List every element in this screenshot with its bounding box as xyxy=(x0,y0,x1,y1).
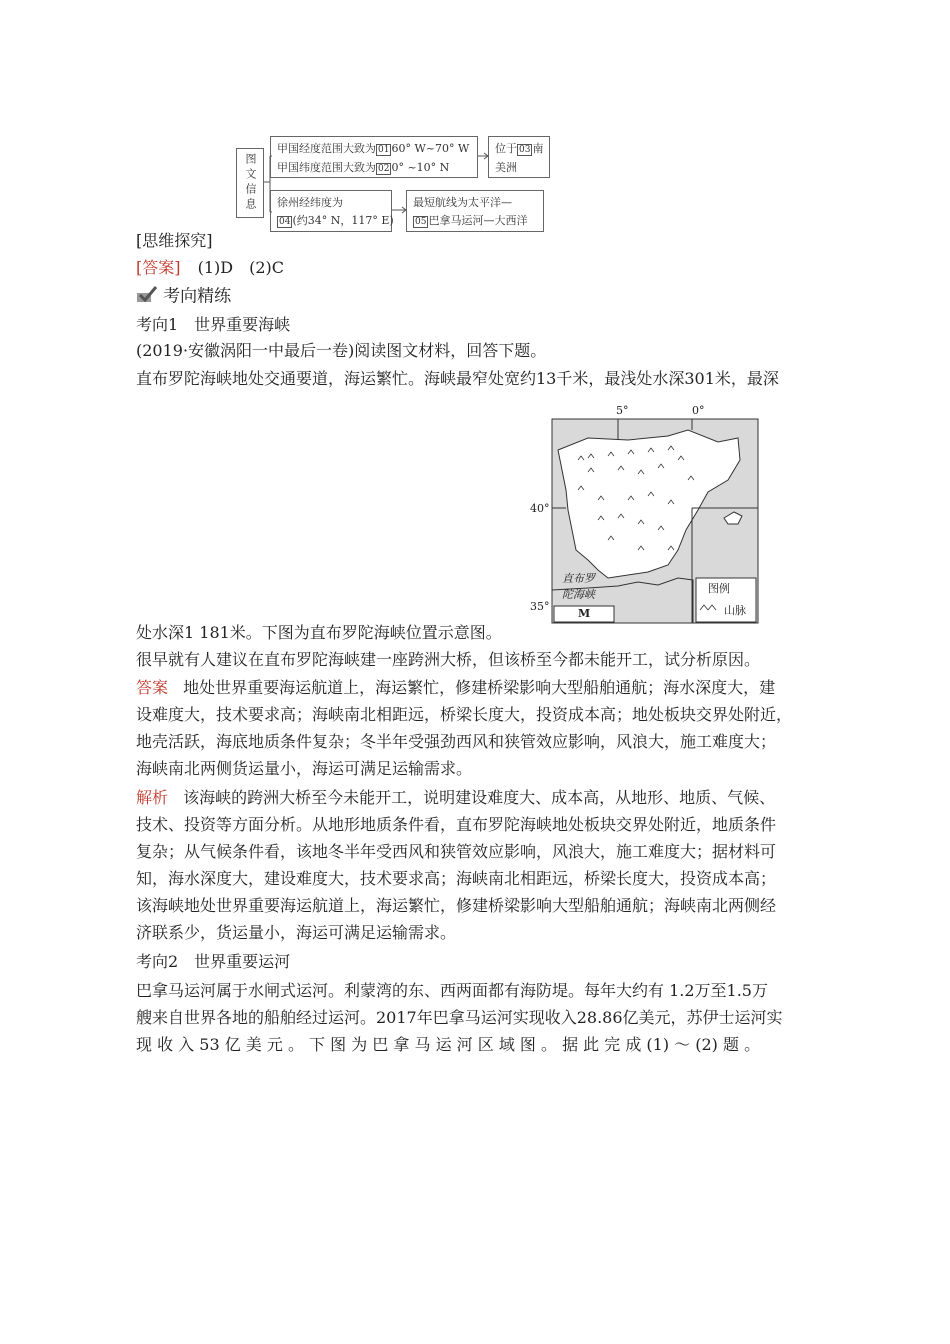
check-icon xyxy=(136,285,158,309)
map-lat-40: 40° xyxy=(530,502,550,515)
strait-label-2: 陀海峡 xyxy=(562,588,595,601)
answer2-line-3: 海峡南北两侧货运量小，海运可满足运输需求。 xyxy=(136,759,473,778)
topic-1: 考向1 世界重要海峡 xyxy=(136,315,291,334)
diagram-side-label: 图文信息 xyxy=(236,148,264,218)
diagram-box-coordinates: 甲国经度范围大致为 01 60° W~70° W 甲国纬度范围大致为 02 0° ~10° N xyxy=(270,136,478,178)
map-lon-5: 5° xyxy=(616,404,629,417)
answer2-line-1: 设难度大，技术要求高；海峡南北相距远，桥梁长度大，投资成本高；地处板块交界处附近， xyxy=(136,705,793,724)
answer2-line-0: 答案 地处世界重要海运航道上，海运繁忙，修建桥梁影响大型船舶通航；海水深度大，建 xyxy=(136,678,776,697)
gibraltar-map xyxy=(528,400,768,630)
q2-line-1: 艘来自世界各地的船舶经过运河。2017年巴拿马运河实现收入28.86亿美元，苏伊士运河实 xyxy=(136,1008,783,1027)
diagram-box-continent: 位于 03 南 美洲 xyxy=(488,136,550,178)
answer-value: (1)D (2)C xyxy=(197,258,284,277)
analysis-line-3: 知，海水深度大，建设难度大，技术要求高；海峡南北相距远，桥梁长度大，投资成本高； xyxy=(136,869,777,888)
answer-row xyxy=(136,257,284,279)
analysis-line-5: 济联系少，货运量小，海运可满足运输需求。 xyxy=(136,923,457,942)
q1-text-1: 直布罗陀海峡地处交通要道，海运繁忙。海峡最窄处宽约13千米，最浅处水深301米，最深 xyxy=(136,369,779,388)
diagram-box-route: 最短航线为太平洋— 05 巴拿马运河—大西洋 xyxy=(406,190,544,232)
diagram-box-xuzhou: 徐州经纬度为 04 (约34° N，117° E) xyxy=(270,190,392,232)
q1-question: 很早就有人建议在直布罗陀海峡建一座跨洲大桥，但该桥至今都未能开工，试分析原因。 xyxy=(136,650,761,669)
q2-line-0: 巴拿马运河属于水闸式运河。利蒙湾的东、西两面都有海防堤。每年大约有 1.2万至1.5万 xyxy=(136,981,768,1000)
section-header xyxy=(136,285,231,309)
thinking-label: [思维探究] xyxy=(136,231,213,250)
q2-line-2: 现 收 入 53 亿 美 元 。 下 图 为 巴 拿 马 运 河 区 域 图 。 据 此 完 成 (1) ～ (2) 题 。 xyxy=(136,1035,761,1054)
strait-label-1: 直布罗 xyxy=(562,572,595,585)
map-m-label: M xyxy=(578,607,591,620)
map-lon-0: 0° xyxy=(692,404,705,417)
answer2-line-2: 地壳活跃，海底地质条件复杂；冬半年受强劲西风和狭管效应影响，风浪大，施工难度大； xyxy=(136,732,777,751)
section-title: 考向精练 xyxy=(163,286,232,307)
analysis-line-4: 该海峡地处世界重要海运航道上，海运繁忙，修建桥梁影响大型船舶通航；海峡南北两侧经 xyxy=(136,896,777,915)
topic-2: 考向2 世界重要运河 xyxy=(136,952,291,971)
map-lat-35: 35° xyxy=(530,600,550,613)
legend-title: 图例 xyxy=(708,582,730,595)
answer2-label: 答案 xyxy=(136,678,169,697)
analysis-line-0: 解析 该海峡的跨洲大桥至今未能开工，说明建设难度大、成本高，从地形、地质、气候、 xyxy=(136,788,776,807)
analysis-line-2: 复杂；从气候条件看，该地冬半年受西风和狭管效应影响，风浪大，施工难度大；据材料可 xyxy=(136,842,777,861)
analysis-label: 解析 xyxy=(136,788,169,807)
analysis-line-1: 技术、投资等方面分析。从地形地质条件看，直布罗陀海峡地处板块交界处附近，地质条件 xyxy=(136,815,777,834)
q1-text-2: 处水深1 181米。下图为直布罗陀海峡位置示意图。 xyxy=(136,623,502,642)
answer-label: [答案] xyxy=(136,258,181,277)
legend-item: 山脉 xyxy=(724,604,746,617)
q1-source: (2019·安徽涡阳一中最后一卷)阅读图文材料，回答下题。 xyxy=(136,341,547,360)
